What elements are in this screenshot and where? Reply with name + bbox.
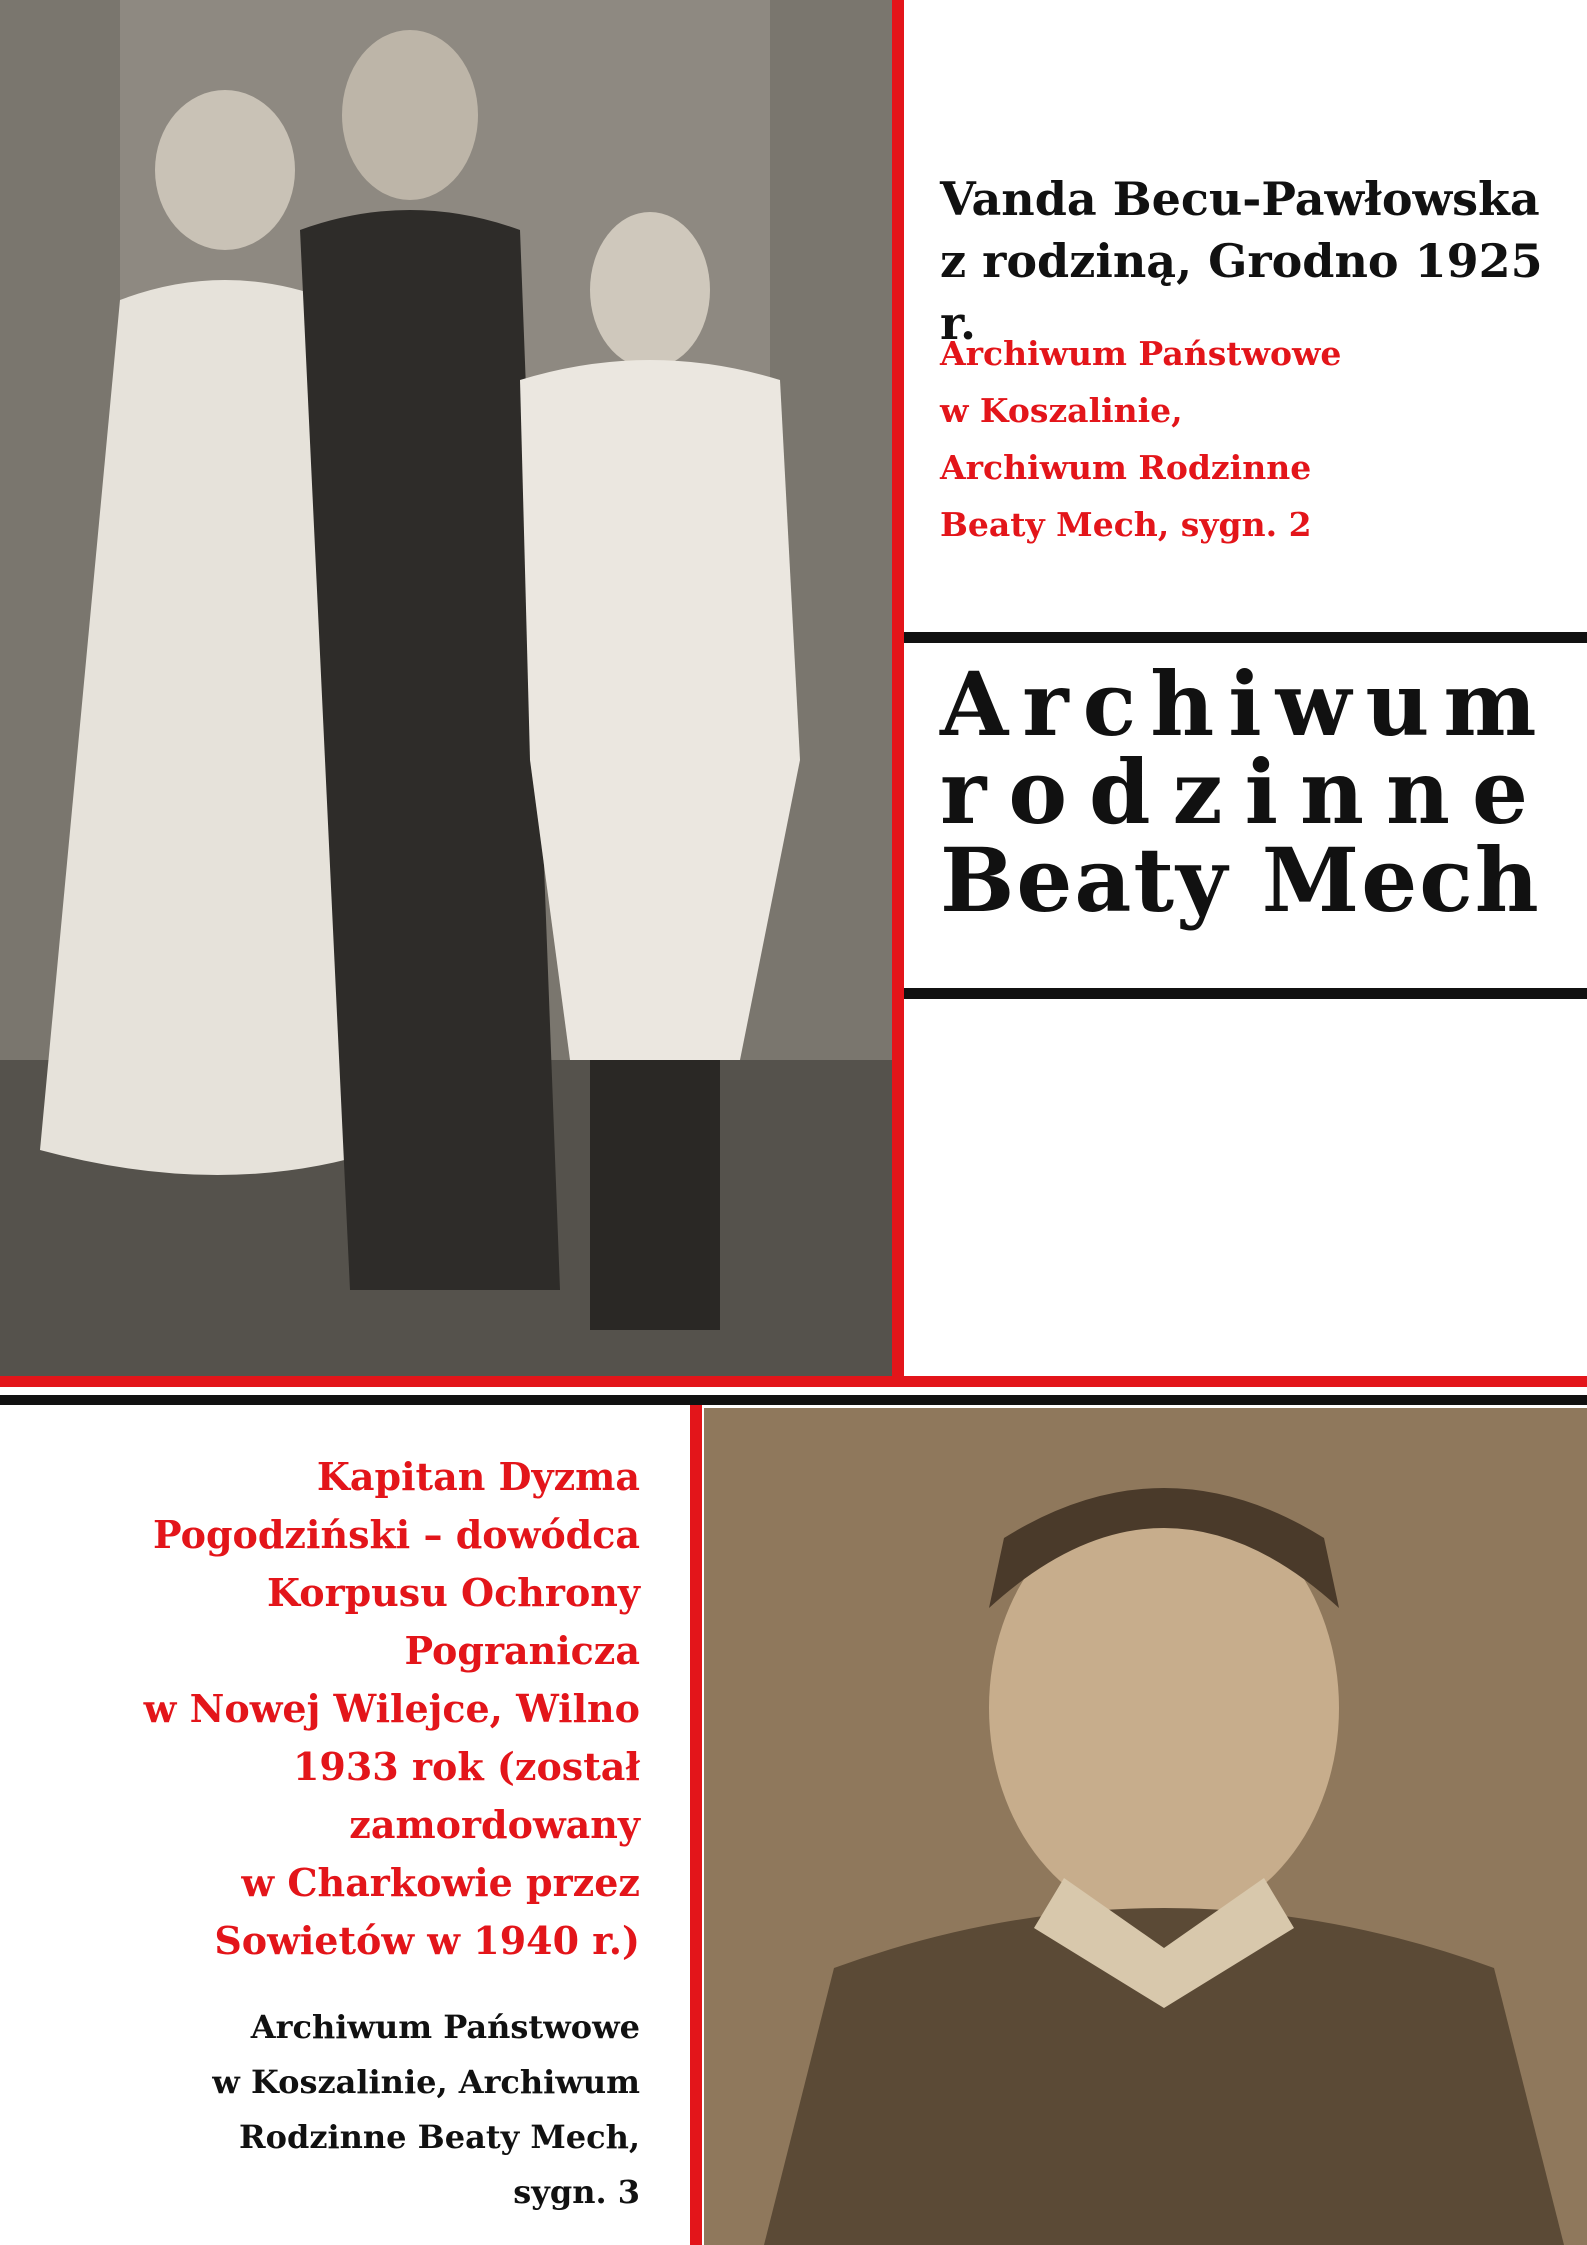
bottom-caption-title-line: Sowietów w 1940 r.) xyxy=(214,1918,640,1963)
bottom-caption-title xyxy=(60,1448,640,1970)
bottom-caption-title-line: 1933 rok (został xyxy=(292,1744,640,1789)
bottom-caption-title-line: zamordowany xyxy=(349,1802,640,1847)
bottom-caption-source-line: sygn. 3 xyxy=(513,2173,640,2211)
bottom-caption-title-line: w Nowej Wilejce, Wilno xyxy=(143,1686,640,1731)
bottom-caption-source-line: w Koszalinie, Archiwum xyxy=(212,2063,640,2101)
bottom-caption-title-line: w Charkowie przez xyxy=(241,1860,640,1905)
bottom-caption-source-line: Rodzinne Beaty Mech, xyxy=(239,2118,640,2156)
top-caption-source-line: w Koszalinie, xyxy=(940,391,1183,430)
top-caption-source-line: Archiwum Państwowe xyxy=(940,334,1342,373)
bottom-caption-title-line: Kapitan Dyzma xyxy=(316,1454,640,1499)
title-rule-top xyxy=(904,632,1587,643)
divider-horizontal-black xyxy=(0,1395,1587,1405)
bottom-caption-title-line: Korpusu Ochrony xyxy=(267,1570,640,1615)
bottom-caption-source xyxy=(120,2000,640,2220)
top-caption-source xyxy=(940,325,1540,553)
main-title-line: rodzinne xyxy=(940,740,1550,844)
officer-photo xyxy=(704,1408,1587,2245)
family-photo-illustration xyxy=(0,0,892,1376)
top-caption-title-line: z rodziną, Grodno 1925 r. xyxy=(940,234,1543,350)
main-title-line: Beaty Mech xyxy=(940,828,1541,932)
divider-vertical-bottom xyxy=(690,1405,702,2245)
top-caption-title-line: Vanda Becu-Pawłowska xyxy=(940,172,1540,226)
main-title-line: Archiwum xyxy=(940,652,1551,756)
top-caption-source-line: Beaty Mech, sygn. 2 xyxy=(940,505,1312,544)
bottom-caption-title-line: Pogranicza xyxy=(404,1628,640,1673)
top-caption-source-line: Archiwum Rodzinne xyxy=(940,448,1312,487)
officer-photo-illustration xyxy=(704,1408,1587,2245)
bottom-caption-title-line: Pogodziński – dowódca xyxy=(153,1512,640,1557)
bottom-caption-source-line: Archiwum Państwowe xyxy=(250,2008,640,2046)
family-photo xyxy=(0,0,892,1376)
divider-vertical-top xyxy=(892,0,904,1385)
title-rule-bottom xyxy=(904,988,1587,999)
divider-horizontal-red xyxy=(0,1376,1587,1387)
main-title xyxy=(940,652,1560,932)
